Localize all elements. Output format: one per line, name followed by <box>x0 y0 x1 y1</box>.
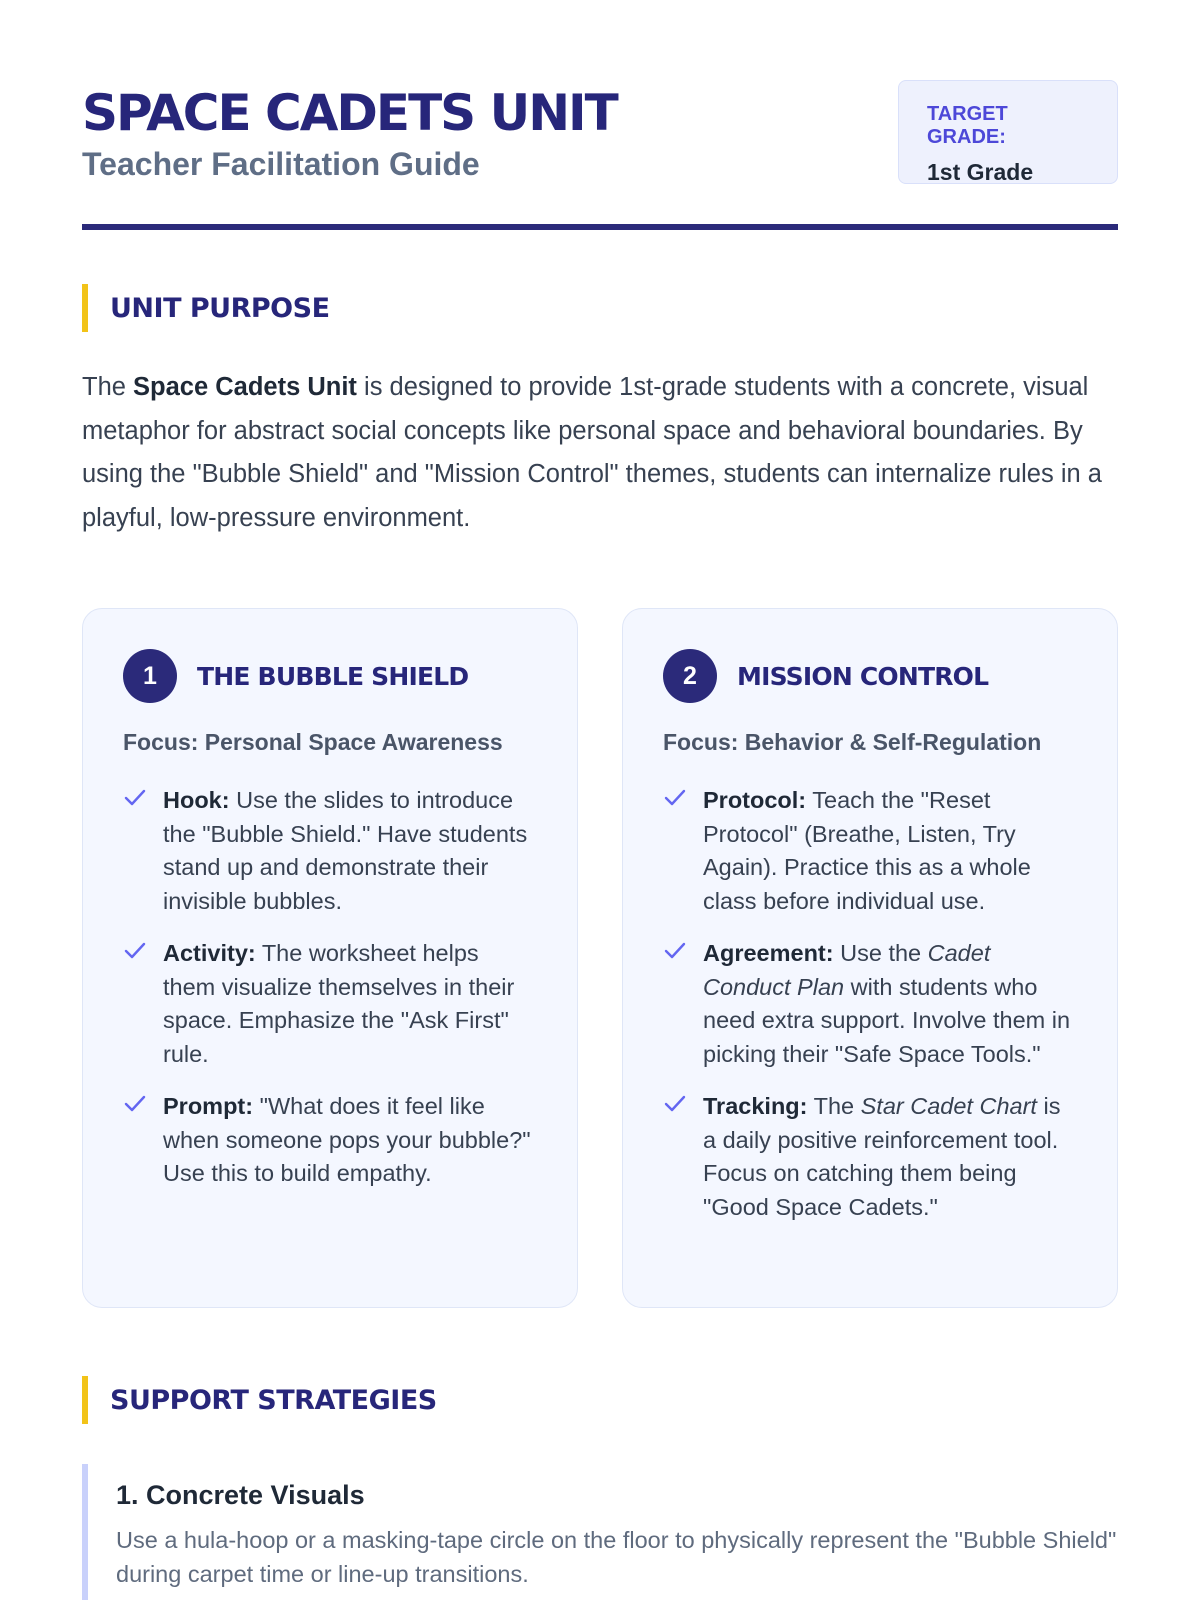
item-body: Use the slides to introduce the "Bubble Shield." Have students stand up and demonstrate their invisible bubbles. <box>163 787 528 914</box>
card-item-list <box>663 784 1077 1224</box>
item-text <box>163 937 537 1071</box>
card-item-list <box>123 784 537 1191</box>
item-body: Teach the "Reset Protocol" (Breathe, Listen, Try Again). Practice this as a whole class before individual use. <box>703 787 1031 914</box>
strategy-title: 1. Concrete Visuals <box>116 1480 365 1510</box>
mission-control-card <box>622 608 1118 1308</box>
check-icon <box>123 784 163 918</box>
card-title: MISSION CONTROL <box>737 661 989 691</box>
strategy-text: Use a hula-hoop or a masking-tape circle on the floor to physically represent the "Bubble Shield" during carpet time or line-up transitions. <box>116 1527 1117 1587</box>
focus-cards <box>82 608 1118 1308</box>
target-grade-box <box>898 80 1118 184</box>
list-item <box>123 937 537 1071</box>
card-header <box>123 649 537 703</box>
card-number-badge: 2 <box>663 649 717 703</box>
item-label: Hook: <box>163 787 230 813</box>
bubble-shield-card <box>82 608 578 1308</box>
item-text <box>163 1090 537 1191</box>
item-body: "What does it feel like when someone pops your bubble?" Use this to build empathy. <box>163 1093 531 1186</box>
page-subtitle: Teacher Facilitation Guide <box>82 146 480 182</box>
card-title: THE BUBBLE SHIELD <box>197 661 469 691</box>
item-text <box>703 1090 1077 1224</box>
list-item <box>123 784 537 918</box>
item-body: is a daily positive reinforcement tool. Focus on catching them being "Good Space Cadets." <box>703 1093 1061 1220</box>
page-header <box>82 80 1118 230</box>
check-icon <box>663 784 703 918</box>
list-item <box>123 1090 537 1191</box>
item-body-pre: The <box>807 1093 861 1119</box>
purpose-text-start: The <box>82 373 134 401</box>
card-focus: Focus: Behavior & Self-Regulation <box>663 729 1042 755</box>
item-label: Agreement: <box>703 940 834 966</box>
list-item <box>663 937 1077 1071</box>
item-body: with students who need extra support. Involve them in picking their "Safe Space Tools." <box>703 973 1071 1067</box>
item-text <box>703 937 1077 1071</box>
purpose-unit-name: Space Cadets Unit <box>133 373 357 401</box>
item-text <box>703 784 1077 918</box>
check-icon <box>663 937 703 1071</box>
card-focus: Focus: Personal Space Awareness <box>123 729 503 755</box>
item-document-title: Star Cadet Chart <box>860 1093 1037 1119</box>
check-icon <box>123 937 163 1071</box>
unit-purpose-text <box>82 366 1118 540</box>
item-label: Tracking: <box>703 1093 808 1119</box>
list-item <box>663 784 1077 918</box>
check-icon <box>663 1090 703 1224</box>
item-label: Protocol: <box>703 787 807 813</box>
strategy-item <box>82 1464 1118 1600</box>
check-icon <box>123 1090 163 1191</box>
purpose-text-rest: is designed to provide 1st-grade students with a concrete, visual metaphor for abstract social concepts like personal space and behavioral boundaries. By using the "Bubble Shield" and "Mission Control" themes, students can internalize rules in a playful, low-pressure environment. <box>82 373 1102 532</box>
item-label: Activity: <box>163 940 256 966</box>
list-item <box>663 1090 1077 1224</box>
target-grade-value: 1st Grade <box>927 159 1034 185</box>
item-body-pre: Use the <box>833 940 928 966</box>
item-document-title: Cadet Conduct Plan <box>703 940 991 1000</box>
page-title: SPACE CADETS UNIT <box>82 84 617 142</box>
unit-purpose-heading: UNIT PURPOSE <box>82 284 1118 332</box>
card-number-badge: 1 <box>123 649 177 703</box>
item-text <box>163 784 537 918</box>
card-header <box>663 649 1077 703</box>
item-label: Prompt: <box>163 1093 254 1119</box>
title-block <box>82 80 617 183</box>
target-grade-label: TARGET GRADE: <box>927 103 1008 148</box>
item-body: The worksheet helps them visualize themselves in their space. Emphasize the "Ask First" rule. <box>163 940 515 1067</box>
support-strategies-heading: SUPPORT STRATEGIES <box>82 1376 1118 1424</box>
